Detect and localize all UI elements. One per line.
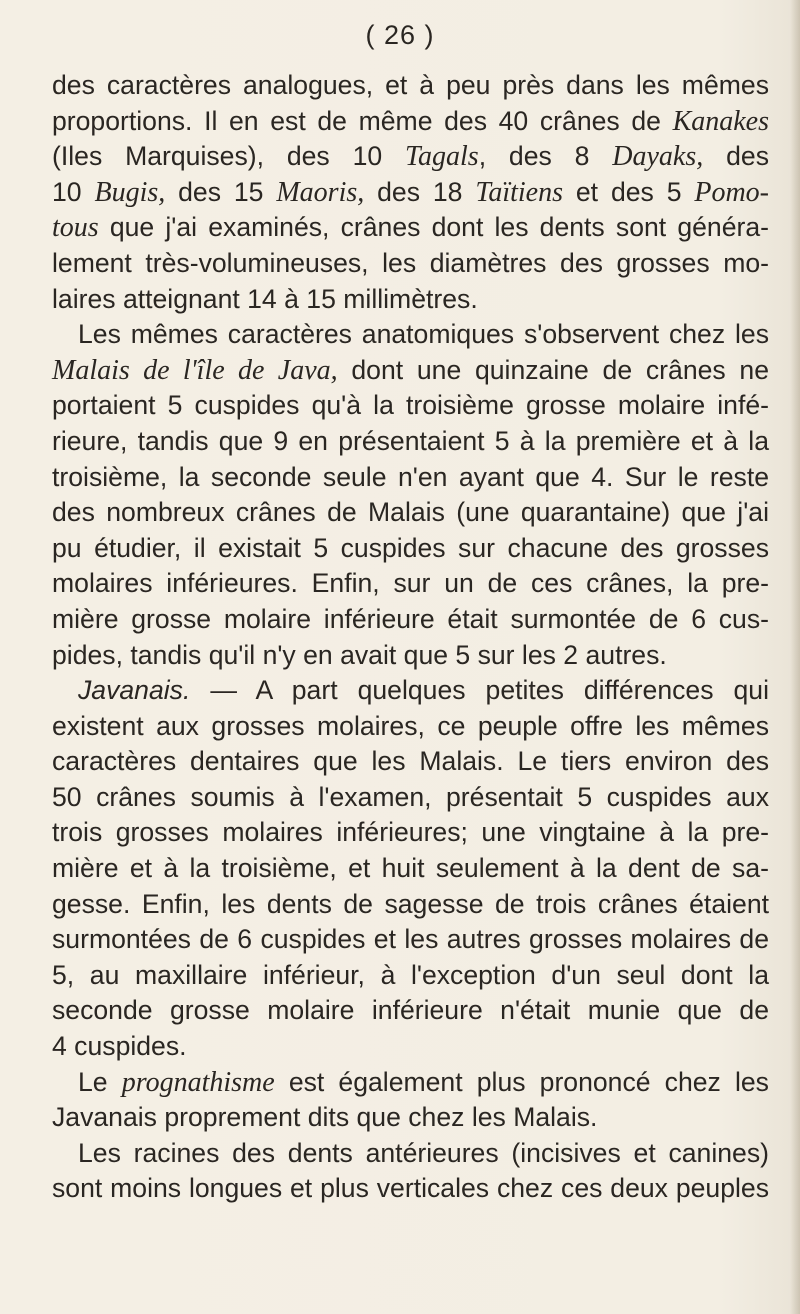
- text-line: [52, 673, 769, 709]
- text-span: dont une quinzaine de crânes ne: [337, 354, 770, 385]
- text-line: [52, 780, 769, 816]
- text-line: [52, 566, 769, 602]
- text-line: [52, 744, 769, 780]
- italic-term: Dayaks,: [612, 141, 704, 173]
- text-line: [52, 851, 769, 887]
- text-span: sont moins longues et plus verticales chez ces deux peuples: [52, 1173, 769, 1204]
- text-span: pides, tandis qu'il n'y en avait que 5 sur les 2 autres.: [52, 639, 667, 670]
- text-line: [52, 1136, 769, 1172]
- text-span: et des 5: [563, 176, 695, 207]
- text-line: [52, 282, 769, 318]
- text-line: [52, 68, 769, 104]
- text-span: Les racines des dents antérieures (incisives et canines): [78, 1137, 769, 1168]
- text-line: [52, 1100, 769, 1136]
- text-span: trois grosses molaires inférieures; une vingtaine à la pre-: [52, 817, 769, 848]
- text-span: 10: [52, 176, 95, 207]
- text-line: [52, 495, 769, 531]
- text-span: Le: [78, 1066, 122, 1097]
- text-span: seconde grosse molaire inférieure n'était munie que de: [52, 995, 769, 1026]
- text-line: [52, 958, 769, 994]
- text-span: des 18: [364, 176, 476, 207]
- italic-term: tous: [52, 212, 99, 244]
- body-text: [52, 68, 769, 1207]
- text-line: [52, 887, 769, 923]
- italic-term: prognathisme: [121, 1066, 275, 1098]
- text-span: des 15: [165, 176, 277, 207]
- text-line: [52, 709, 769, 745]
- italic-term: Kanakes: [672, 105, 769, 137]
- text-span: 50 crânes soumis à l'examen, présentait 5 cuspides aux: [52, 781, 769, 812]
- text-span: — A part quelques petites différences qui: [190, 675, 769, 706]
- text-span: , des 8: [478, 141, 613, 172]
- italic-term: Bugis,: [94, 176, 166, 208]
- text-line: [52, 922, 769, 958]
- text-span: rieure, tandis que 9 en présentaient 5 à la première et à la: [52, 425, 769, 456]
- italic-term: Pomo-: [694, 176, 770, 208]
- text-line: [52, 460, 769, 496]
- text-line: [52, 1065, 769, 1101]
- text-line: [52, 993, 769, 1029]
- text-line: [52, 104, 769, 140]
- text-span: 5, au maxillaire inférieur, à l'exception d'un seul dont la: [52, 959, 769, 990]
- text-span: portaient 5 cuspides qu'à la troisième grosse molaire infé-: [52, 390, 769, 421]
- text-span: des nombreux crânes de Malais (une quarantaine) que j'ai: [52, 497, 769, 528]
- italic-term: Malais de l'île de Java,: [52, 354, 338, 386]
- text-span: des: [703, 141, 769, 172]
- text-line: [52, 1171, 769, 1207]
- text-line: [52, 815, 769, 851]
- text-span: que j'ai examinés, crânes dont les dents sont généra-: [98, 212, 769, 243]
- text-line: [52, 1029, 769, 1065]
- text-line: [52, 353, 769, 389]
- italic-term: Maoris,: [276, 176, 365, 208]
- text-span: pu étudier, il existait 5 cuspides sur chacune des grosses: [52, 532, 769, 563]
- text-span: surmontées de 6 cuspides et les autres grosses molaires de: [52, 924, 769, 955]
- text-span: 4 cuspides.: [52, 1031, 187, 1062]
- text-span: mière grosse molaire inférieure était surmontée de 6 cus-: [52, 603, 769, 634]
- text-span: des caractères analogues, et à peu près dans les mêmes: [52, 70, 769, 100]
- italic-term: Tagals: [405, 141, 479, 173]
- text-span: Javanais proprement dits que chez les Malais.: [52, 1102, 598, 1133]
- text-span: proportions. Il en est de même des 40 crânes de: [52, 105, 673, 136]
- text-line: [52, 424, 769, 460]
- text-span: lement très-volumineuses, les diamètres des grosses mo-: [52, 247, 769, 278]
- text-span: gesse. Enfin, les dents de sagesse de trois crânes étaient: [52, 888, 769, 919]
- text-line: [52, 246, 769, 282]
- text-line: [52, 210, 769, 246]
- page-number: ( 26 ): [365, 20, 435, 50]
- italic-term: Taïtiens: [475, 176, 564, 208]
- text-span: laires atteignant 14 à 15 millimètres.: [52, 283, 478, 314]
- text-line: [52, 139, 769, 175]
- text-line: [52, 175, 769, 211]
- text-line: [52, 602, 769, 638]
- page-edge-shadow: [790, 0, 800, 1314]
- text-span: troisième, la seconde seule n'en ayant que 4. Sur le reste: [52, 461, 769, 492]
- text-line: [52, 638, 769, 674]
- text-span: existent aux grosses molaires, ce peuple offre les mêmes: [52, 710, 769, 741]
- text-line: [52, 531, 769, 567]
- text-span: molaires inférieures. Enfin, sur un de ces crânes, la pre-: [52, 568, 769, 599]
- text-span: Les mêmes caractères anatomiques s'observent chez les: [78, 319, 769, 350]
- section-heading-italic: Javanais.: [78, 675, 191, 706]
- text-span: caractères dentaires que les Malais. Le tiers environ des: [52, 746, 769, 777]
- text-span: mière et à la troisième, et huit seulement à la dent de sa-: [52, 853, 769, 884]
- text-span: (Iles Marquises), des 10: [52, 141, 405, 172]
- text-line: [52, 317, 769, 353]
- text-line: [52, 388, 769, 424]
- text-span: est également plus prononcé chez les: [274, 1066, 769, 1097]
